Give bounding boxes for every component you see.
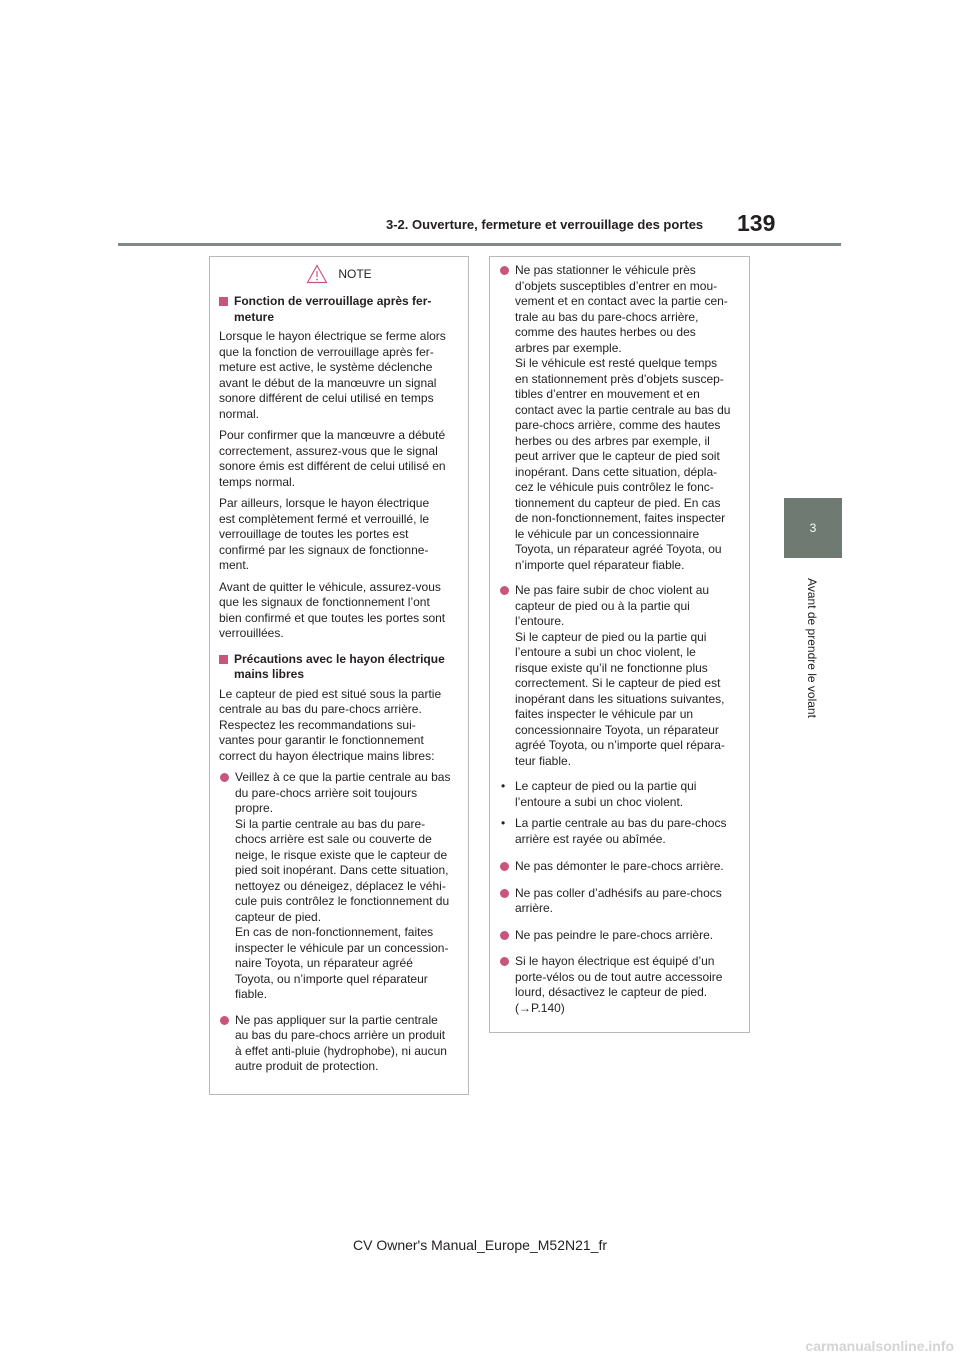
text-line: Ne pas faire subir de choc violent au	[515, 583, 710, 597]
sub-item-text	[515, 816, 740, 847]
text-line: peut arriver que le capteur de pied soit	[515, 449, 720, 463]
text-line: à effet anti-pluie (hydrophobe), ni aucun	[235, 1043, 447, 1058]
text-line: est complètement fermé et verrouillé, le	[219, 511, 430, 526]
section-title-line: meture	[234, 309, 275, 324]
section-title	[219, 652, 459, 683]
text-line: pied soit inopérant. Dans cette situation,	[235, 863, 449, 877]
watermark: carmanualsonline.info	[805, 1338, 954, 1354]
text-line: ment.	[219, 558, 250, 572]
text-line: fiable.	[235, 987, 268, 1001]
section-header-title: 3-2. Ouverture, fermeture et verrouillage des portes	[386, 217, 704, 232]
text-line: Respectez les recommandations sui-	[219, 717, 416, 732]
bullet-text	[515, 859, 740, 875]
bullet-dot-icon	[500, 957, 509, 966]
text-line: correctement. Si le capteur de pied est	[515, 676, 721, 690]
text-line: capteur de pied ou à la partie qui	[515, 598, 690, 613]
text-line: arbres par exemple.	[515, 340, 622, 355]
note-header	[219, 257, 459, 290]
bullet-text	[515, 583, 740, 769]
text-line: contact avec la partie centrale au bas du	[515, 402, 731, 417]
paragraph	[219, 580, 459, 642]
text-line: Toyota, un réparateur agréé Toyota, ou	[515, 542, 722, 556]
text-line: du pare-chocs arrière soit toujours	[235, 785, 418, 800]
text-line: Par ailleurs, lorsque le hayon électrique	[219, 496, 430, 510]
bullet-item	[499, 263, 740, 573]
text-line: verrouillées.	[219, 626, 284, 640]
text-line: l’entoure a subi un choc violent, le	[515, 645, 696, 659]
text-line: Veillez à ce que la partie centrale au bas	[235, 770, 451, 784]
text-line: vement et en contact avec la partie cen-	[515, 294, 728, 308]
text-line: Si le véhicule est resté quelque temps	[515, 356, 718, 370]
paragraph	[219, 496, 459, 574]
text-line: de non-fonctionnement, faites inspecter	[515, 511, 726, 525]
bullet-item	[499, 928, 740, 944]
text-line: normal.	[219, 406, 260, 421]
text-line: que les signaux de fonctionnement l’ont	[219, 595, 430, 609]
text-line: inopérant. Dans cette situation, dépla-	[515, 464, 718, 479]
bullet-dot-icon	[500, 266, 509, 275]
text-line: chocs arrière est sale ou couverte de	[235, 832, 432, 846]
text-line: Ne pas démonter le pare-chocs arrière.	[515, 859, 724, 873]
bullet-text	[515, 928, 740, 944]
text-line: trale au bas du pare-chocs arrière,	[515, 309, 699, 324]
text-line: pare-chocs arrière, comme des hautes	[515, 418, 721, 432]
bullet-text	[235, 1013, 459, 1075]
text-line: Le capteur de pied ou la partie qui	[515, 779, 697, 793]
sub-bullet-icon: •	[501, 816, 506, 830]
bullet-text	[515, 263, 740, 573]
text-line: en stationnement près d’objets suscep-	[515, 371, 724, 386]
text-line: Pour confirmer que la manœuvre a débuté	[219, 428, 446, 442]
text-line: bien confirmé et que toutes les portes sont	[219, 610, 446, 625]
text-line: concessionnaire Toyota, un réparateur	[515, 722, 719, 737]
text-line: lourd, désactivez le capteur de pied.	[515, 985, 708, 999]
bullet-text	[515, 886, 740, 917]
bullet-item	[499, 886, 740, 917]
text-line: En cas de non-fonctionnement, faites	[235, 925, 434, 939]
text-line: Ne pas coller d’adhésifs au pare-chocs	[515, 885, 722, 900]
text-line: risque existe qu’il ne fonctionne plus	[515, 660, 708, 675]
text-line: inopérant dans les situations suivantes,	[515, 691, 725, 706]
note-box-left	[209, 256, 469, 1095]
text-line: l’entoure.	[515, 614, 565, 628]
text-line: confirmé par les signaux de fonctionne-	[219, 542, 429, 557]
text-line: correctement, assurez-vous que le signal	[219, 443, 438, 458]
text-line: Si le capteur de pied ou la partie qui	[515, 629, 707, 644]
footer-manual-id: CV Owner's Manual_Europe_M52N21_fr	[352, 1237, 608, 1253]
text-line: cez le véhicule puis contrôlez le fonc-	[515, 480, 714, 494]
bullet-text	[235, 770, 459, 1003]
bullet-dot-icon	[500, 931, 509, 940]
text-line: capteur de pied.	[235, 909, 322, 924]
bullet-dot-icon	[500, 586, 509, 595]
text-line: comme des hautes herbes ou des	[515, 325, 696, 339]
text-line: avant le début de la manœuvre un signal	[219, 375, 437, 390]
paragraph	[219, 428, 459, 490]
bullet-dot-icon	[220, 1016, 229, 1025]
text-line: cule puis contrôlez le fonctionnement du	[235, 894, 450, 908]
bullet-dot-icon	[500, 862, 509, 871]
bullet-item	[499, 859, 740, 875]
header-rule	[118, 243, 841, 246]
text-line: tionnement du capteur de pied. En cas	[515, 495, 721, 510]
section-title-line: mains libres	[234, 667, 305, 681]
text-line: l’entoure a subi un choc violent.	[515, 794, 684, 809]
text-line: Le capteur de pied est situé sous la partie	[219, 686, 442, 701]
note-body-right	[499, 263, 740, 1016]
text-line: centrale au bas du pare-chocs arrière.	[219, 702, 422, 716]
sub-list-item	[499, 816, 740, 847]
text-line: porte-vélos ou de tout autre accessoire	[515, 969, 723, 984]
bullet-dot-icon	[500, 889, 509, 898]
section-title-line: Précautions avec le hayon électrique	[234, 651, 445, 666]
text-line: Toyota, ou n’importe quel réparateur	[235, 971, 428, 986]
text-line: nettoyez ou déneigez, déplacez le véhi-	[235, 878, 446, 893]
text-line: arrière.	[515, 901, 554, 915]
paragraph	[219, 687, 459, 765]
bullet-item	[499, 954, 740, 1016]
text-line: n’importe quel réparateur fiable.	[515, 557, 685, 572]
text-line: correct du hayon électrique mains libres:	[219, 748, 435, 763]
text-line: Si la partie centrale au bas du pare-	[235, 816, 426, 831]
text-line: meture est active, le système déclenche	[219, 360, 433, 374]
text-line: temps normal.	[219, 474, 296, 489]
sub-list-item	[499, 779, 740, 810]
section-title-line: Fonction de verrouillage après fer-	[234, 294, 432, 308]
sub-item-text	[515, 779, 740, 810]
bullet-item	[219, 770, 459, 1003]
note-box-right	[489, 256, 750, 1033]
chapter-tab[interactable]	[784, 498, 842, 558]
text-line: d’objets susceptibles d’entrer en mou-	[515, 278, 718, 293]
text-line: Ne pas stationner le véhicule près	[515, 263, 696, 277]
text-line: tibles d’entrer en mouvement et en	[515, 387, 700, 401]
section-square-icon	[219, 655, 228, 664]
text-line: naire Toyota, un réparateur agréé	[235, 956, 413, 970]
text-line: le véhicule par un concessionnaire	[515, 526, 700, 541]
text-line: Avant de quitter le véhicule, assurez-vous	[219, 579, 441, 594]
text-line: herbes ou des arbres par exemple, il	[515, 433, 710, 448]
bullet-item	[499, 583, 740, 769]
bullet-item	[219, 1013, 459, 1075]
section-title	[219, 294, 459, 325]
section-square-icon	[219, 297, 228, 306]
text-line: neige, le risque existe que le capteur de	[235, 847, 448, 862]
text-line: agréé Toyota, ou n’importe quel répara-	[515, 738, 725, 752]
text-line: faites inspecter le véhicule par un	[515, 707, 694, 721]
text-line: propre.	[235, 801, 274, 815]
chapter-label: Avant de prendre le volant	[805, 578, 819, 718]
page-number: 139	[737, 210, 776, 236]
sub-bullet-icon: •	[501, 779, 506, 793]
text-line: que la fonction de verrouillage après fer-	[219, 344, 434, 359]
text-line: La partie centrale au bas du pare-chocs	[515, 816, 727, 830]
chapter-number: 3	[809, 521, 817, 535]
text-line: Ne pas peindre le pare-chocs arrière.	[515, 927, 714, 942]
text-line: Ne pas appliquer sur la partie centrale	[235, 1012, 438, 1027]
text-line: sonore émis est différent de celui utilisé en	[219, 459, 446, 473]
text-line: vantes pour garantir le fonctionnement	[219, 733, 424, 747]
paragraph	[219, 329, 459, 422]
bullet-dot-icon	[220, 773, 229, 782]
note-body-left	[219, 294, 459, 1075]
text-line: autre produit de protection.	[235, 1059, 379, 1073]
text-line: (→P.140)	[515, 1000, 565, 1015]
text-line: au bas du pare-chocs arrière un produit	[235, 1028, 446, 1042]
text-line: sonore différent de celui utilisé en temps	[219, 391, 434, 405]
text-line: teur fiable.	[515, 753, 572, 768]
warning-triangle-icon	[306, 264, 328, 284]
text-line: inspecter le véhicule par un concession-	[235, 940, 449, 955]
text-line: arrière est rayée ou abîmée.	[515, 831, 666, 846]
note-label: NOTE	[338, 266, 372, 281]
text-line: verrouillage de toutes les portes est	[219, 527, 409, 541]
bullet-text	[515, 954, 740, 1016]
text-line: Lorsque le hayon électrique se ferme alors	[219, 329, 446, 343]
text-line: Si le hayon électrique est équipé d’un	[515, 954, 715, 968]
